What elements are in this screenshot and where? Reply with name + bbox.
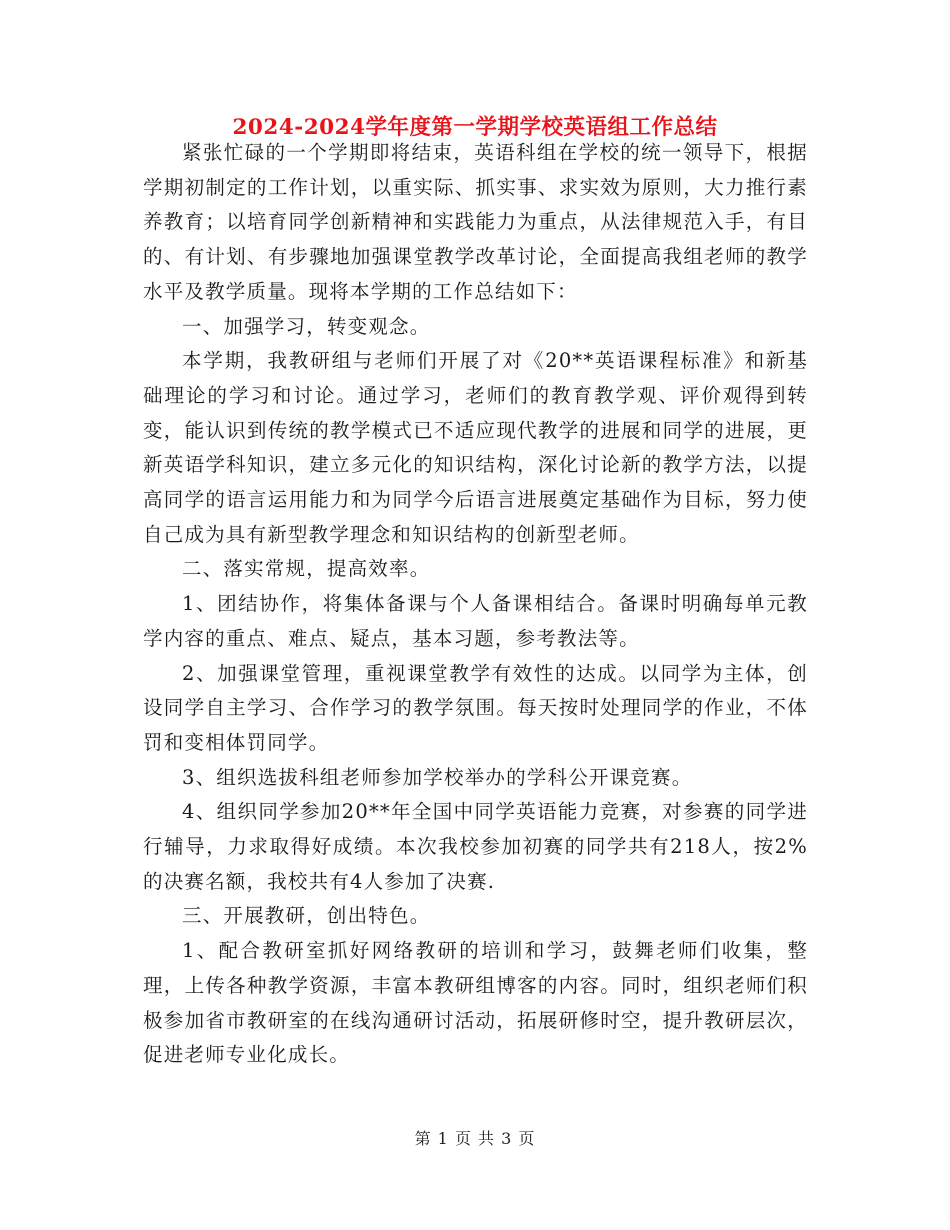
section-heading-3: 三、开展教研，创出特色。 — [182, 904, 431, 928]
paragraph-section-1: 本学期，我教研组与老师们开展了对《20**英语课程标准》和新基础理论的学习和讨论。通过学习，老师们的教育教学观、评价观得到转变，能认识到传统的教学模式已不适应现代教学的进展和同学的进展，更新英语学科知识，建立多元化的知识结构，深化讨论新的教学方法，以提高同学的语言运用能力和为同学今后语言进展奠定基础作为目标，努力使自己成为具有新型教学理念和知识结构的创新型老师。 — [143, 349, 808, 546]
list-item-2-3: 3、组织选拔科组老师参加学校举办的学科公开课竞赛。 — [182, 765, 693, 789]
list-item-2-4: 4、组织同学参加20**年全国中同学英语能力竞赛，对参赛的同学进行辅导，力求取得好成绩。本次我校参加初赛的同学共有218人，按2%的决赛名额，我校共有4人参加了决赛. — [143, 800, 808, 893]
section-heading-1: 一、加强学习，转变观念。 — [182, 314, 431, 338]
list-item-2-1: 1、团结协作，将集体备课与个人备课相结合。备课时明确每单元教学内容的重点、难点、疑点，基本习题，参考教法等。 — [143, 592, 808, 650]
section-heading-2: 二、落实常规，提高效率。 — [182, 557, 431, 581]
list-item-3-1: 1、配合教研室抓好网络教研的培训和学习，鼓舞老师们收集，整理，上传各种教学资源，丰富本教研组博客的内容。同时，组织老师们积极参加省市教研室的在线沟通研讨活动，拓展研修时空，提升教研层次，促进老师专业化成长。 — [143, 939, 808, 1067]
document-body — [143, 136, 808, 1073]
list-item-2-2: 2、加强课堂管理，重视课堂教学有效性的达成。以同学为主体，创设同学自主学习、合作学习的教学氛围。每天按时处理同学的作业，不体罚和变相体罚同学。 — [143, 661, 808, 754]
document-title: 2024-2024学年度第一学期学校英语组工作总结 — [232, 115, 718, 140]
paragraph-intro: 紧张忙碌的一个学期即将结束，英语科组在学校的统一领导下，根据学期初制定的工作计划，以重实际、抓实事、求实效为原则，大力推行素养教育；以培育同学创新精神和实践能力为重点，从法律规范入手，有目的、有计划、有步骤地加强课堂教学改革讨论，全面提高我组老师的教学水平及教学质量。现将本学期的工作总结如下： — [143, 141, 808, 303]
page-number-footer: 第 1 页 共 3 页 — [414, 1129, 536, 1148]
